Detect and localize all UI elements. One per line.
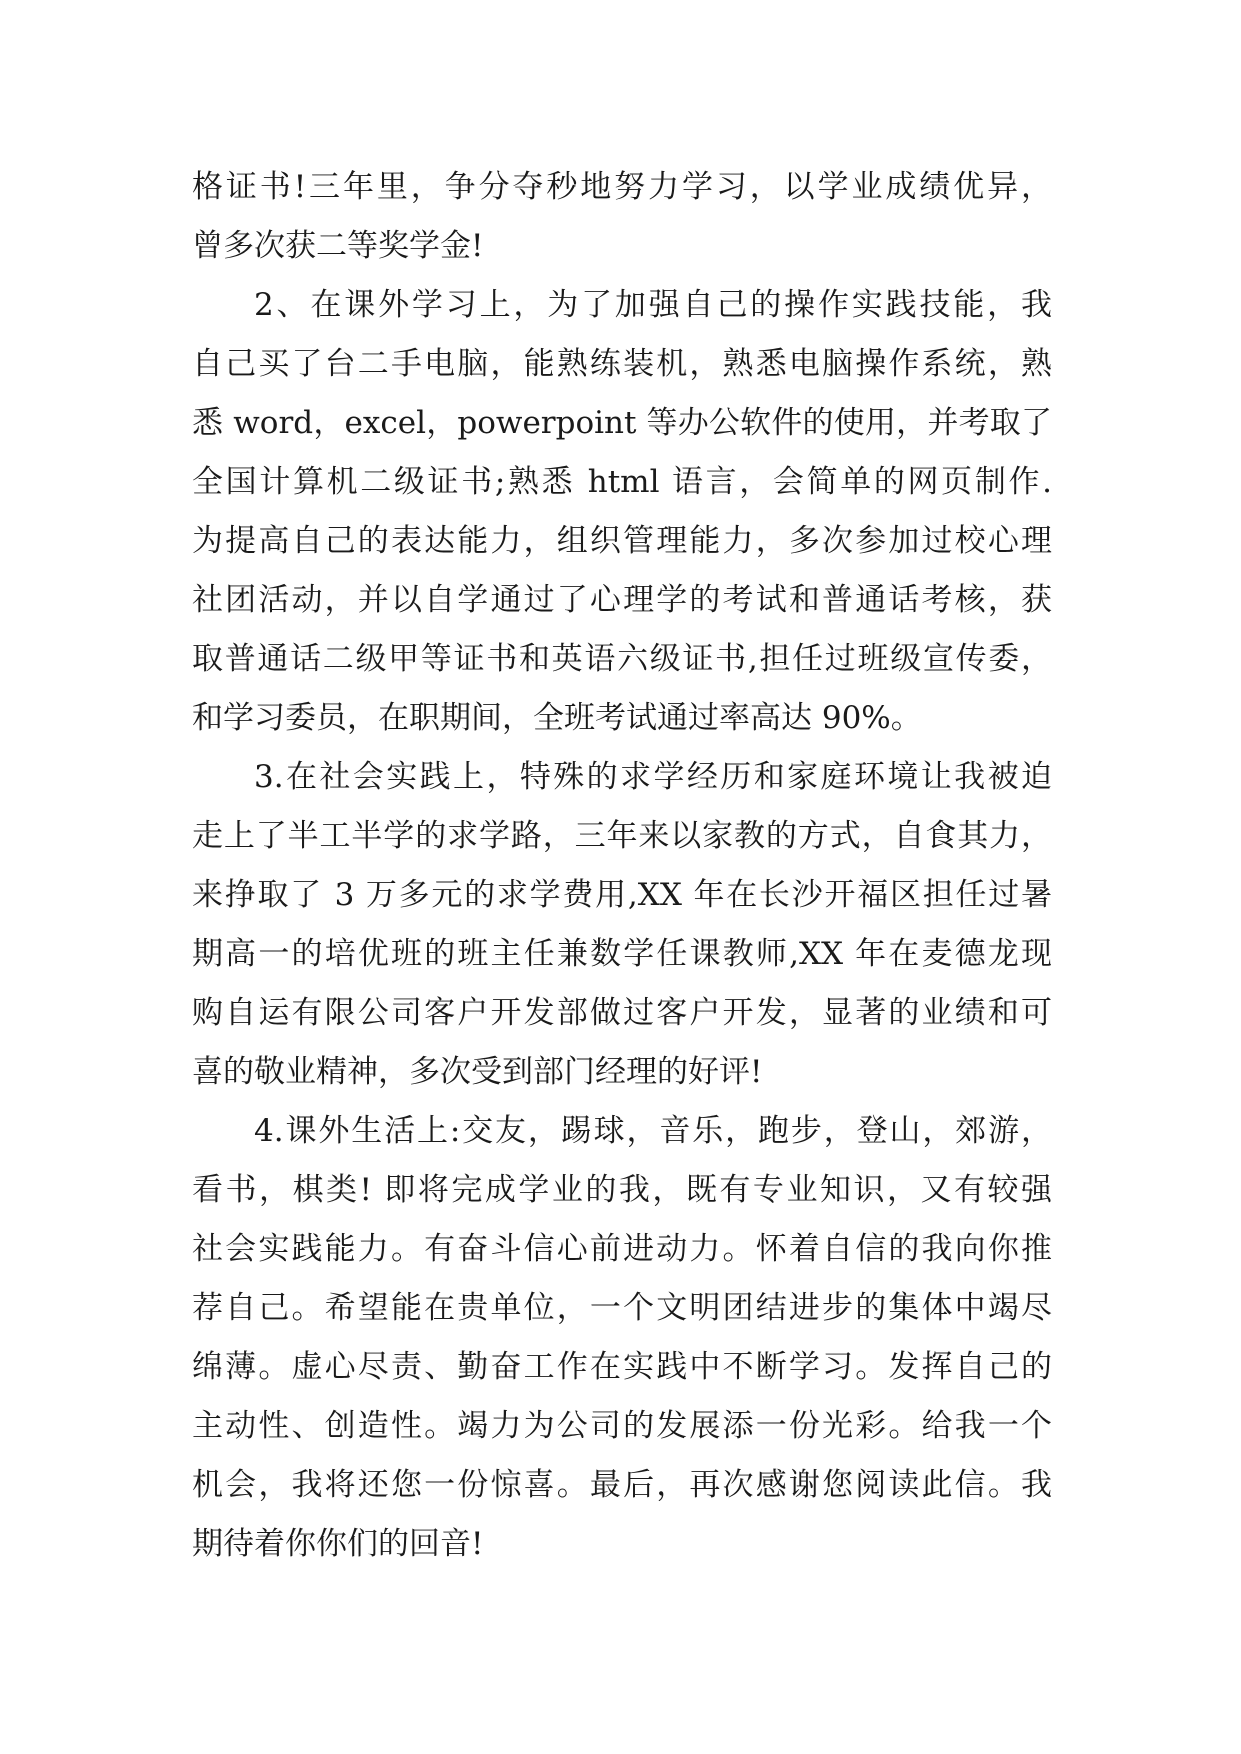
paragraph-3-line-1: 3.在社会实践上，特殊的求学经历和家庭环境让我被迫	[254, 759, 1052, 795]
paragraph-3-line-4: 期高一的培优班的班主任兼数学任课教师,XX 年在麦德龙现	[192, 936, 1052, 972]
paragraph-2-line-5: 为提高自己的表达能力，组织管理能力，多次参加过校心理	[192, 523, 1052, 559]
paragraph-4-line-4: 荐自己。希望能在贵单位，一个文明团结进步的集体中竭尽	[192, 1290, 1052, 1326]
paragraph-4-line-2: 看书，棋类! 即将完成学业的我，既有专业知识，又有较强	[192, 1172, 1052, 1208]
paragraph-4-line-5: 绵薄。虚心尽责、勤奋工作在实践中不断学习。发挥自己的	[192, 1349, 1052, 1385]
paragraph-1-line-2: 曾多次获二等奖学金!	[192, 228, 484, 264]
paragraph-1-line-1: 格证书!三年里，争分夺秒地努力学习，以学业成绩优异，	[192, 169, 1052, 205]
body-text	[192, 158, 1052, 1574]
paragraph-3-line-3: 来挣取了 3 万多元的求学费用,XX 年在长沙开福区担任过暑	[192, 877, 1052, 913]
paragraph-3-line-5: 购自运有限公司客户开发部做过客户开发，显著的业绩和可	[192, 995, 1052, 1031]
paragraph-2-line-3: 悉 word，excel，powerpoint 等办公软件的使用，并考取了	[192, 405, 1052, 441]
paragraph-2-line-2: 自己买了台二手电脑，能熟练装机，熟悉电脑操作系统，熟	[192, 346, 1052, 382]
paragraph-2-line-1: 2、在课外学习上，为了加强自己的操作实践技能，我	[254, 287, 1052, 323]
paragraph-4-line-6: 主动性、创造性。竭力为公司的发展添一份光彩。给我一个	[192, 1408, 1052, 1444]
paragraph-3-line-2: 走上了半工半学的求学路，三年来以家教的方式，自食其力，	[192, 818, 1052, 854]
paragraph-2-line-7: 取普通话二级甲等证书和英语六级证书,担任过班级宣传委，	[192, 641, 1052, 677]
paragraph-4-line-3: 社会实践能力。有奋斗信心前进动力。怀着自信的我向你推	[192, 1231, 1052, 1267]
paragraph-2-line-6: 社团活动，并以自学通过了心理学的考试和普通话考核，获	[192, 582, 1052, 618]
paragraph-4-line-7: 机会，我将还您一份惊喜。最后，再次感谢您阅读此信。我	[192, 1467, 1052, 1503]
paragraph-4-line-8: 期待着你你们的回音!	[192, 1526, 484, 1562]
paragraph-4-line-1: 4.课外生活上:交友，踢球，音乐，跑步，登山，郊游，	[254, 1113, 1052, 1149]
paragraph-2-line-4: 全国计算机二级证书;熟悉 html 语言，会简单的网页制作.	[192, 464, 1052, 500]
paragraph-2-line-8: 和学习委员，在职期间，全班考试通过率高达 90%。	[192, 700, 922, 736]
paragraph-3-line-6: 喜的敬业精神，多次受到部门经理的好评!	[192, 1054, 763, 1090]
